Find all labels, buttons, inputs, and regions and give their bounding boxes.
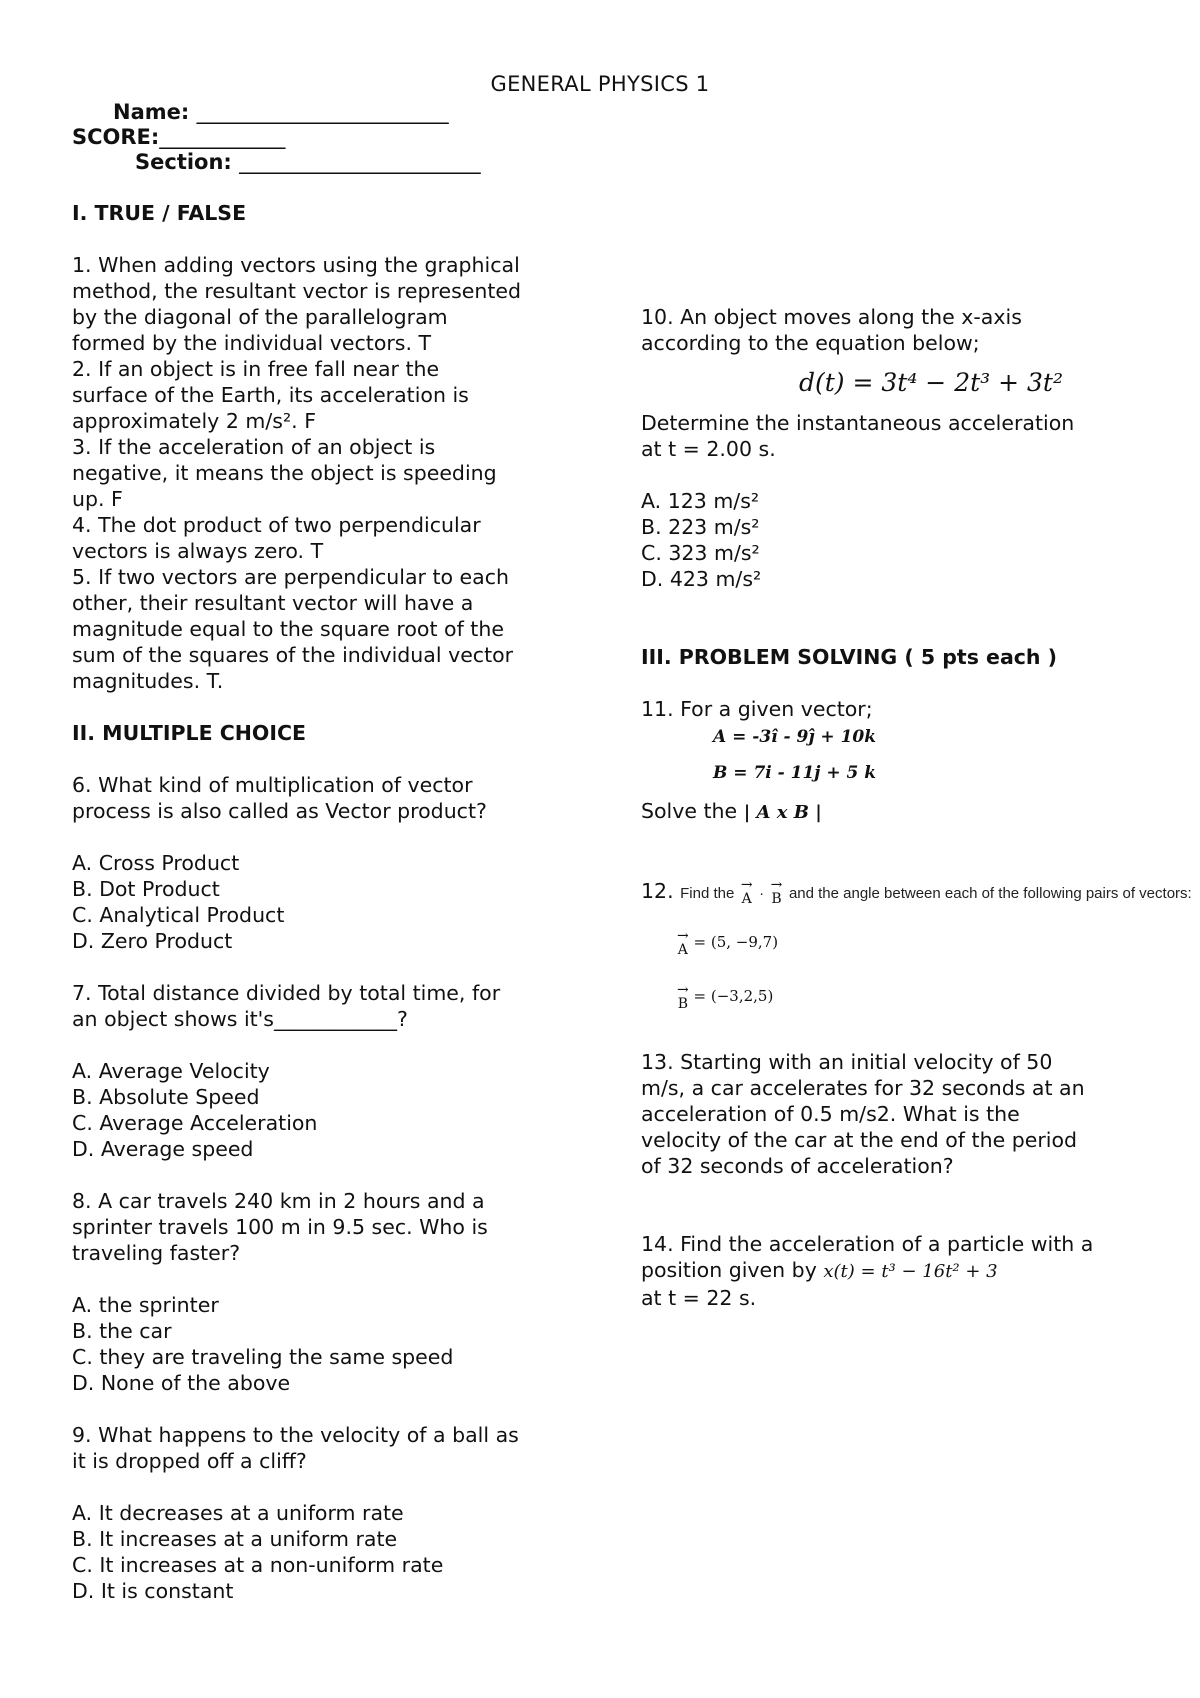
q10-line: Determine the instantaneous acceleration: [641, 411, 1075, 435]
q5-line: sum of the squares of the individual vector: [72, 643, 514, 667]
q13-line: acceleration of 0.5 m/s2. What is the: [641, 1102, 1020, 1126]
q7-choice: D. Average speed: [72, 1137, 254, 1161]
q4-line: 4. The dot product of two perpendicular: [72, 513, 481, 537]
q12-block: [641, 877, 1192, 1012]
q12-vector-b: [677, 983, 1161, 1011]
q13-line: velocity of the car at the end of the period: [641, 1128, 1077, 1152]
section-heading-multiple-choice: II. MULTIPLE CHOICE: [72, 721, 307, 745]
q14-line: [641, 1257, 1161, 1285]
q7-choice: B. Absolute Speed: [72, 1085, 260, 1109]
q10-choice: A. 123 m/s²: [641, 489, 760, 513]
name-line: [113, 100, 449, 124]
arrow-icon: →: [677, 928, 689, 944]
q12-line: [641, 877, 1192, 907]
q11-line: 11. For a given vector;: [641, 697, 873, 721]
q9-choice: A. It decreases at a uniform rate: [72, 1501, 404, 1525]
q13-line: 13. Starting with an initial velocity of 50: [641, 1050, 1053, 1074]
arrow-icon: →: [770, 877, 783, 893]
q2-line: surface of the Earth, its acceleration is: [72, 383, 469, 407]
q7-line: 7. Total distance divided by total time, for: [72, 981, 501, 1005]
q7-choice: A. Average Velocity: [72, 1059, 270, 1083]
q5-line: other, their resultant vector will have a: [72, 591, 474, 615]
section-line: [135, 150, 481, 174]
section-label: Section:: [135, 150, 232, 174]
q10-equation: d(t) = 3t⁴ − 2t³ + 3t²: [798, 368, 1063, 397]
q1-line: by the diagonal of the parallelogram: [72, 305, 448, 329]
score-blank[interactable]: ____________: [159, 125, 286, 149]
vector-b-value: = (−3,2,5): [693, 987, 774, 1005]
q9-line: it is dropped off a cliff?: [72, 1449, 307, 1473]
q14-line: 14. Find the acceleration of a particle with a: [641, 1232, 1094, 1256]
q8-choice: B. the car: [72, 1319, 172, 1343]
q3-line: negative, it means the object is speeding: [72, 461, 497, 485]
q6-line: process is also called as Vector product?: [72, 799, 487, 823]
q5-line: 5. If two vectors are perpendicular to each: [72, 565, 509, 589]
q9-choice: C. It increases at a non-uniform rate: [72, 1553, 444, 1577]
q5-line: magnitude equal to the square root of the: [72, 617, 504, 641]
left-column: [72, 200, 592, 1604]
page-title: GENERAL PHYSICS 1: [490, 72, 710, 96]
q3-line: up. F: [72, 487, 123, 511]
name-blank[interactable]: ________________________: [196, 100, 449, 124]
q11-prompt-text: Solve the: [641, 799, 738, 823]
q11-vector-a: A = -3î - 9ĵ + 10k: [713, 727, 877, 747]
q4-line: vectors is always zero. T: [72, 539, 324, 563]
q8-line: 8. A car travels 240 km in 2 hours and a: [72, 1189, 485, 1213]
q6-choice: A. Cross Product: [72, 851, 240, 875]
section-heading-true-false: I. TRUE / FALSE: [72, 201, 247, 225]
q12-number: 12.: [641, 879, 674, 903]
q14-line: at t = 22 s.: [641, 1286, 757, 1310]
vector-a-label: A: [677, 942, 688, 958]
vector-a-symbol: [741, 878, 753, 906]
q7-line: an object shows it's____________?: [72, 1007, 408, 1031]
vector-a-symbol: [677, 929, 689, 957]
name-label: Name:: [113, 100, 190, 124]
q14-expression: x(t) = t³ − 16t² + 3: [823, 1261, 998, 1282]
q8-choice: A. the sprinter: [72, 1293, 219, 1317]
q8-line: traveling faster?: [72, 1241, 241, 1265]
q8-line: sprinter travels 100 m in 9.5 sec. Who is: [72, 1215, 488, 1239]
vector-a-label: A: [741, 891, 752, 907]
q11-prompt: [641, 798, 1161, 826]
q14-text: position given by: [641, 1258, 817, 1282]
arrow-icon: →: [677, 982, 689, 998]
q10-line: according to the equation below;: [641, 331, 980, 355]
q10-line: 10. An object moves along the x-axis: [641, 305, 1022, 329]
q11-expression: | A x B |: [743, 802, 822, 823]
q10-choice: B. 223 m/s²: [641, 515, 760, 539]
q10-choice: C. 323 m/s²: [641, 541, 760, 565]
score-line: [72, 125, 285, 149]
q5-line: magnitudes. T.: [72, 669, 224, 693]
q9-choice: D. It is constant: [72, 1579, 234, 1603]
vector-a-value: = (5, −9,7): [693, 933, 779, 951]
q10-line: at t = 2.00 s.: [641, 437, 776, 461]
q3-line: 3. If the acceleration of an object is: [72, 435, 436, 459]
q2-line: approximately 2 m/s². F: [72, 409, 316, 433]
section-heading-problem-solving: III. PROBLEM SOLVING ( 5 pts each ): [641, 645, 1058, 669]
q9-choice: B. It increases at a uniform rate: [72, 1527, 398, 1551]
q1-line: 1. When adding vectors using the graphical: [72, 253, 520, 277]
right-column: [641, 304, 1192, 1311]
q2-line: 2. If an object is in free fall near the: [72, 357, 440, 381]
q12-text: Find the: [680, 885, 735, 902]
q9-line: 9. What happens to the velocity of a ball as: [72, 1423, 519, 1447]
vector-b-label: B: [677, 996, 689, 1012]
q6-line: 6. What kind of multiplication of vector: [72, 773, 473, 797]
vector-b-symbol: [771, 878, 783, 906]
q1-line: method, the resultant vector is represented: [72, 279, 522, 303]
q7-choice: C. Average Acceleration: [72, 1111, 318, 1135]
q6-choice: C. Analytical Product: [72, 903, 285, 927]
q12-text: and the angle between each of the following pairs of vectors:: [788, 885, 1192, 902]
q11-vector-b: B = 7i - 11j + 5 k: [713, 763, 877, 783]
vector-b-label: B: [771, 891, 782, 907]
q8-choice: C. they are traveling the same speed: [72, 1345, 454, 1369]
q11-vectors: [713, 726, 1161, 784]
q13-line: of 32 seconds of acceleration?: [641, 1154, 954, 1178]
q13-line: m/s, a car accelerates for 32 seconds at an: [641, 1076, 1085, 1100]
dot-operator: ·: [759, 885, 765, 902]
q6-choice: D. Zero Product: [72, 929, 233, 953]
q6-choice: B. Dot Product: [72, 877, 220, 901]
q8-choice: D. None of the above: [72, 1371, 291, 1395]
arrow-icon: →: [740, 877, 753, 893]
section-blank[interactable]: _______________________: [239, 150, 481, 174]
q1-line: formed by the individual vectors. T: [72, 331, 432, 355]
q12-vector-a: [677, 929, 1161, 957]
score-label: SCORE:: [72, 125, 160, 149]
q10-choice: D. 423 m/s²: [641, 567, 762, 591]
vector-b-symbol: [677, 983, 689, 1011]
